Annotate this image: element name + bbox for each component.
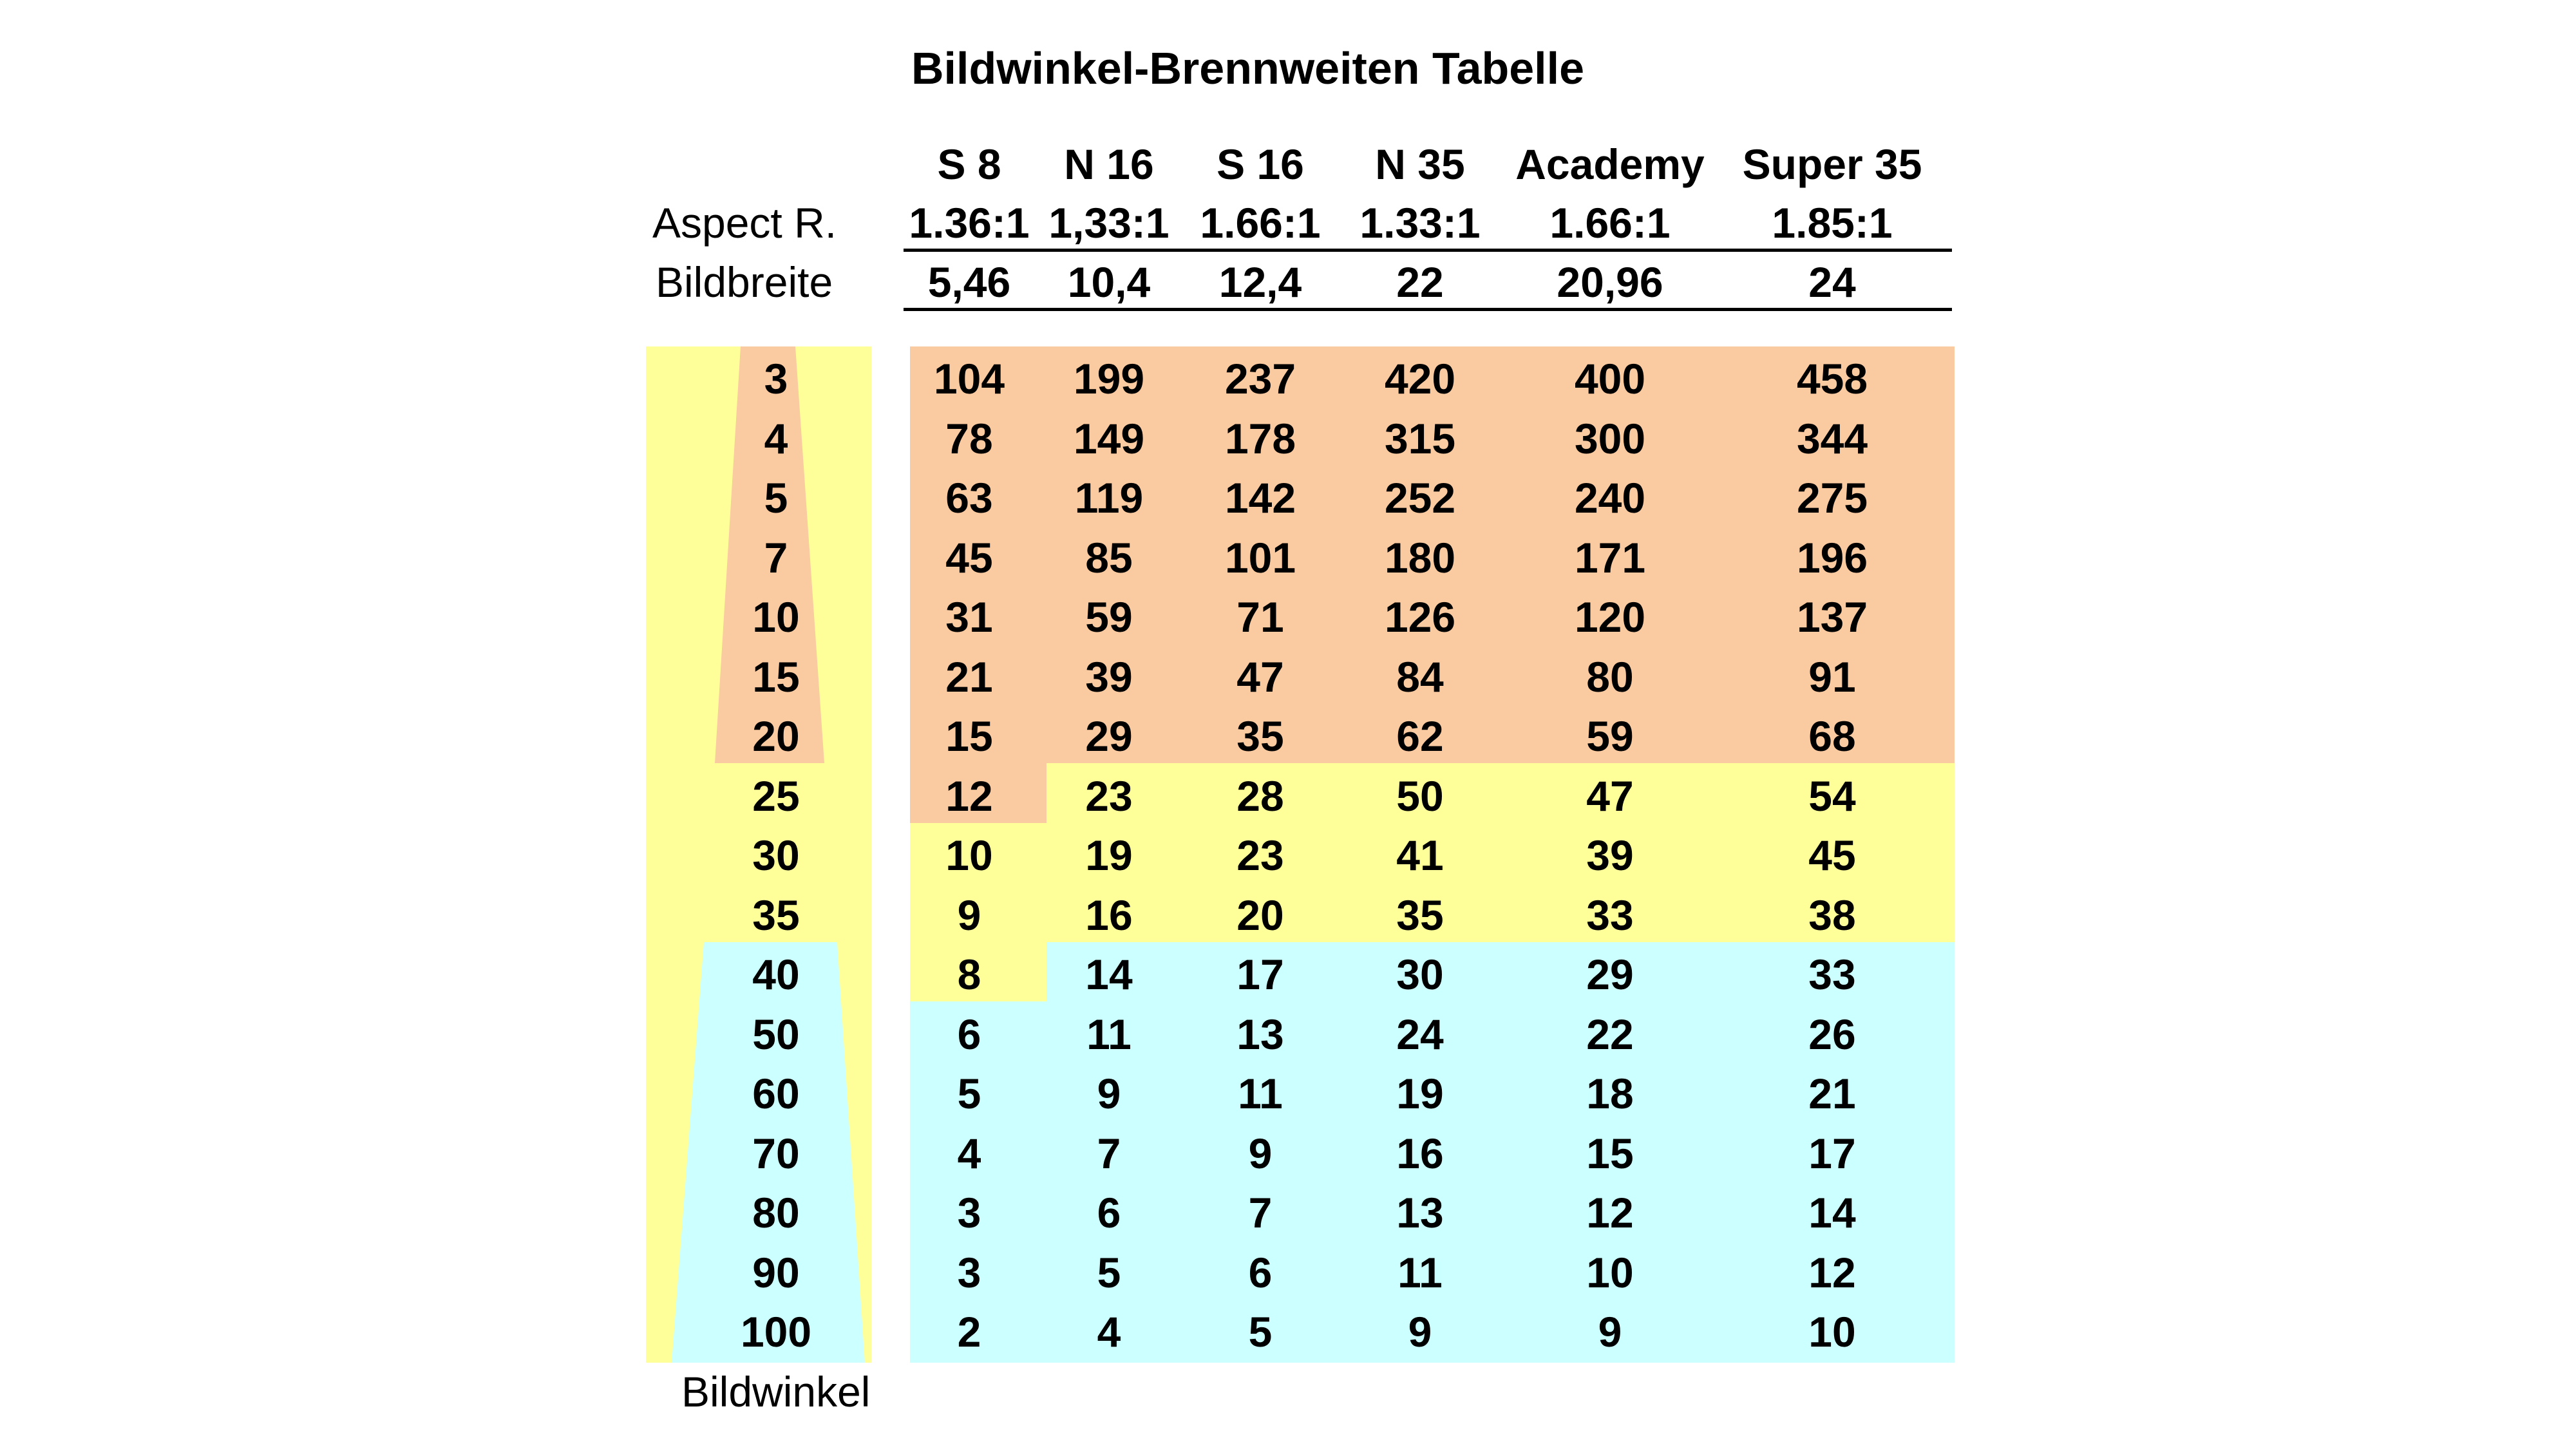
format-name: N 16	[1064, 140, 1154, 188]
focal-length-cell: 9	[1408, 1308, 1432, 1356]
angle-value: 3	[764, 355, 788, 402]
angle-value: 25	[752, 772, 800, 820]
focal-length-cell: 5	[957, 1070, 981, 1117]
focal-length-cell: 17	[1808, 1130, 1856, 1177]
focal-length-cell: 35	[1236, 712, 1284, 760]
focal-length-cell: 171	[1574, 534, 1646, 582]
header-rule-bottom	[904, 308, 1952, 311]
focal-length-cell: 252	[1384, 474, 1456, 522]
focal-length-cell: 126	[1384, 593, 1456, 641]
focal-length-cell: 59	[1586, 712, 1634, 760]
focal-length-cell: 80	[1586, 653, 1634, 701]
focal-length-cell: 14	[1085, 951, 1133, 998]
focal-length-cell: 21	[1808, 1070, 1856, 1117]
focal-length-cell: 29	[1085, 712, 1133, 760]
focal-length-cell: 4	[957, 1130, 981, 1177]
focal-length-cell: 12	[1808, 1249, 1856, 1296]
focal-length-cell: 10	[945, 831, 993, 879]
focal-length-cell: 30	[1396, 951, 1444, 998]
focal-length-cell: 39	[1085, 653, 1133, 701]
image-width-label: Bildbreite	[656, 258, 833, 306]
aspect-ratio-value: 1,33:1	[1048, 199, 1170, 247]
focal-length-cell: 35	[1396, 891, 1444, 939]
angle-value: 20	[752, 712, 800, 760]
angle-value: 30	[752, 831, 800, 879]
focal-length-cell: 84	[1396, 653, 1444, 701]
focal-length-cell: 3	[957, 1249, 981, 1296]
focal-length-cell: 196	[1796, 534, 1868, 582]
focal-length-cell: 11	[1397, 1249, 1443, 1296]
format-name: Super 35	[1742, 140, 1922, 188]
focal-length-cell: 21	[945, 653, 993, 701]
focal-length-cell: 178	[1224, 415, 1296, 462]
format-name: Academy	[1515, 140, 1705, 188]
focal-length-cell: 16	[1396, 1130, 1444, 1177]
image-width-value: 22	[1396, 258, 1444, 306]
focal-length-cell: 12	[945, 772, 993, 820]
aspect-ratio-value: 1.66:1	[1549, 199, 1671, 247]
focal-length-cell: 344	[1796, 415, 1868, 462]
angle-value: 4	[764, 415, 788, 462]
focal-length-cell: 47	[1236, 653, 1284, 701]
focal-length-cell: 6	[1097, 1189, 1121, 1236]
focal-length-cell: 300	[1574, 415, 1646, 462]
focal-length-cell: 41	[1396, 831, 1444, 879]
focal-length-cell: 26	[1808, 1010, 1856, 1058]
format-name: N 35	[1375, 140, 1465, 188]
focal-length-cell: 458	[1796, 355, 1868, 402]
focal-length-cell: 16	[1085, 891, 1133, 939]
focal-length-cell: 142	[1224, 474, 1296, 522]
focal-length-cell: 6	[1248, 1249, 1273, 1296]
aspect-ratio-value: 1.85:1	[1772, 199, 1893, 247]
angle-value: 7	[764, 534, 788, 582]
focal-length-cell: 315	[1384, 415, 1456, 462]
focal-length-cell: 11	[1086, 1010, 1132, 1058]
focal-length-cell: 120	[1574, 593, 1646, 641]
focal-length-cell: 9	[1097, 1070, 1121, 1117]
focal-length-cell: 23	[1236, 831, 1284, 879]
focal-length-cell: 68	[1808, 712, 1856, 760]
image-width-value: 20,96	[1557, 258, 1663, 306]
focal-length-cell: 2	[957, 1308, 981, 1356]
focal-length-cell: 3	[957, 1189, 981, 1236]
aspect-ratio-value: 1.36:1	[909, 199, 1030, 247]
focal-length-cell: 19	[1396, 1070, 1444, 1117]
image-width-value: 10,4	[1067, 258, 1151, 306]
focal-length-cell: 24	[1396, 1010, 1444, 1058]
format-name: S 16	[1217, 140, 1304, 188]
focal-length-cell: 17	[1236, 951, 1284, 998]
focal-length-cell: 29	[1586, 951, 1634, 998]
focal-length-cell: 45	[1808, 831, 1856, 879]
focal-length-cell: 47	[1586, 772, 1634, 820]
angle-value: 10	[752, 593, 800, 641]
focal-length-cell: 137	[1796, 593, 1868, 641]
focal-length-cell: 10	[1808, 1308, 1856, 1356]
angle-axis-label: Bildwinkel	[681, 1368, 871, 1416]
focal-length-cell: 7	[1248, 1189, 1273, 1236]
focal-length-cell: 149	[1073, 415, 1145, 462]
focal-length-cell: 9	[1248, 1130, 1273, 1177]
angle-value: 5	[764, 474, 788, 522]
focal-length-cell: 54	[1808, 772, 1856, 820]
focal-length-cell: 85	[1085, 534, 1133, 582]
image-width-value: 24	[1808, 258, 1856, 306]
focal-length-cell: 9	[1598, 1308, 1622, 1356]
focal-length-cell: 6	[957, 1010, 981, 1058]
aspect-ratio-value: 1.33:1	[1359, 199, 1481, 247]
angle-value: 70	[752, 1130, 800, 1177]
focal-length-cell: 119	[1074, 474, 1144, 522]
focal-length-cell: 10	[1586, 1249, 1634, 1296]
focal-length-cell: 5	[1097, 1249, 1121, 1296]
focal-length-cell: 275	[1796, 474, 1868, 522]
focal-length-cell: 31	[945, 593, 993, 641]
focal-length-cell: 91	[1808, 653, 1856, 701]
angle-value: 60	[752, 1070, 800, 1117]
focal-length-cell: 33	[1586, 891, 1634, 939]
focal-length-cell: 13	[1236, 1010, 1284, 1058]
focal-length-cell: 33	[1808, 951, 1856, 998]
focal-length-cell: 59	[1085, 593, 1133, 641]
focal-length-cell: 11	[1238, 1070, 1283, 1117]
focal-length-cell: 15	[1586, 1130, 1634, 1177]
focal-length-cell: 22	[1586, 1010, 1634, 1058]
focal-length-cell: 199	[1073, 355, 1145, 402]
focal-length-cell: 50	[1396, 772, 1444, 820]
header-rule-top	[904, 249, 1952, 252]
angle-value: 15	[752, 653, 800, 701]
angle-value: 100	[740, 1308, 812, 1356]
focal-length-cell: 400	[1574, 355, 1646, 402]
focal-length-cell: 5	[1248, 1308, 1273, 1356]
focal-length-cell: 12	[1586, 1189, 1634, 1236]
image-width-value: 12,4	[1218, 258, 1302, 306]
focal-length-cell: 39	[1586, 831, 1634, 879]
focal-length-cell: 8	[957, 951, 981, 998]
focal-length-cell: 101	[1224, 534, 1296, 582]
angle-value: 90	[752, 1249, 800, 1296]
focal-length-cell: 7	[1097, 1130, 1121, 1177]
aspect-ratio-value: 1.66:1	[1200, 199, 1321, 247]
focal-length-cell: 78	[945, 415, 993, 462]
focal-length-cell: 240	[1574, 474, 1646, 522]
focal-length-cell: 9	[957, 891, 981, 939]
focal-length-cell: 28	[1236, 772, 1284, 820]
angle-value: 50	[752, 1010, 800, 1058]
focal-length-cell: 62	[1396, 712, 1444, 760]
focal-length-cell: 38	[1808, 891, 1856, 939]
focal-length-cell: 104	[933, 355, 1005, 402]
focal-length-cell: 13	[1396, 1189, 1444, 1236]
aspect-ratio-label: Aspect R.	[652, 199, 837, 247]
focal-length-cell: 180	[1384, 534, 1456, 582]
image-width-value: 5,46	[927, 258, 1011, 306]
focal-length-cell: 15	[945, 712, 993, 760]
focal-length-cell: 420	[1384, 355, 1456, 402]
focal-length-cell: 20	[1236, 891, 1284, 939]
focal-length-cell: 63	[945, 474, 993, 522]
table-title: Bildwinkel-Brennweiten Tabelle	[911, 43, 1585, 93]
angle-value: 35	[752, 891, 800, 939]
focal-length-cell: 23	[1085, 772, 1133, 820]
focal-length-cell: 18	[1586, 1070, 1634, 1117]
focal-length-cell: 71	[1236, 593, 1284, 641]
focal-length-cell: 45	[945, 534, 993, 582]
angle-value: 40	[752, 951, 800, 998]
focal-length-cell: 19	[1085, 831, 1133, 879]
format-name: S 8	[937, 140, 1001, 188]
focal-length-cell: 14	[1808, 1189, 1856, 1236]
angle-value: 80	[752, 1189, 800, 1236]
focal-length-cell: 237	[1224, 355, 1296, 402]
focal-length-cell: 4	[1097, 1308, 1121, 1356]
